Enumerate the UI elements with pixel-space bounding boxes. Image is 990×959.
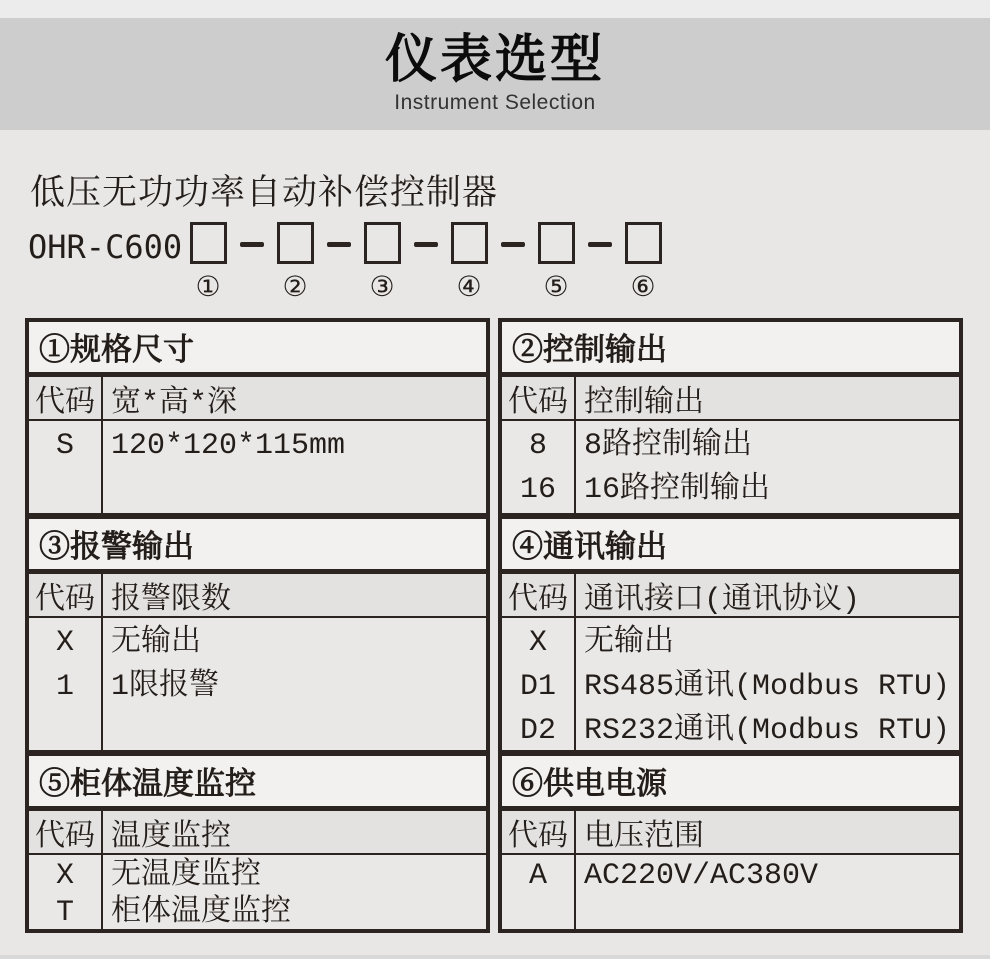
code-cell-list: [502, 618, 576, 750]
desc-value: 1限报警: [111, 670, 220, 704]
section-title: ⑥供电电源: [502, 756, 959, 811]
model-slot-box-1: [190, 222, 227, 264]
code-cell-list: [29, 618, 103, 750]
dash-separator: [327, 242, 351, 247]
model-prefix: OHR-C600: [28, 228, 183, 266]
desc-cell-list: [103, 421, 486, 513]
code-cell-list: [29, 855, 103, 929]
code-column-header: 代码: [502, 574, 576, 616]
code-value: X: [528, 626, 547, 660]
desc-value: AC220V/AC380V: [584, 859, 819, 893]
page-title: 仪表选型: [384, 29, 605, 90]
slot-number-1: ①: [195, 270, 221, 303]
desc-value: 无输出: [584, 626, 674, 660]
code-column-header: 代码: [29, 574, 103, 616]
desc-column-header: 控制输出: [584, 386, 704, 421]
top-strip: [0, 0, 990, 18]
section-rows: [29, 855, 486, 929]
model-slot-box-3: [364, 222, 401, 264]
section-rows: [502, 618, 959, 750]
section-header-row: [29, 811, 486, 855]
desc-value: RS485通讯(Modbus RTU): [584, 670, 951, 704]
dash-separator: [240, 242, 264, 247]
model-slot-box-2: [277, 222, 314, 264]
section-title: ⑤柜体温度监控: [29, 756, 486, 811]
desc-cell-list: [576, 618, 959, 750]
slot-number-6: ⑥: [630, 270, 656, 303]
slot-number-4: ④: [456, 270, 482, 303]
slot-number-3: ③: [369, 270, 395, 303]
section-1-dimensions: [29, 322, 486, 513]
section-header-row: [502, 574, 959, 618]
section-header-row: [502, 811, 959, 855]
table-right-column: [498, 318, 963, 933]
code-value: D2: [519, 714, 556, 748]
desc-cell-list: [103, 855, 486, 929]
product-name: 低压无功功率自动补偿控制器: [30, 173, 499, 212]
section-5-cabinet-temperature: [29, 750, 486, 929]
code-column-header: 代码: [29, 811, 103, 853]
model-code-diagram: [28, 222, 768, 312]
table-left-column: [25, 318, 490, 933]
section-title: ③报警输出: [29, 519, 486, 574]
code-value: 1: [55, 670, 74, 704]
desc-column-header: 电压范围: [584, 820, 704, 855]
code-value: A: [528, 859, 547, 893]
desc-column-header: 温度监控: [111, 820, 231, 855]
model-slot-box-6: [625, 222, 662, 264]
section-header-row: [29, 377, 486, 421]
code-value: 8: [528, 429, 547, 463]
selection-table: [25, 318, 963, 933]
slot-number-5: ⑤: [543, 270, 569, 303]
section-rows: [29, 421, 486, 513]
desc-value: 8路控制输出: [584, 429, 753, 463]
page-subtitle: Instrument Selection: [394, 91, 596, 115]
desc-value: 无温度监控: [111, 859, 261, 893]
code-column-header: 代码: [502, 377, 576, 419]
code-column-header: 代码: [502, 811, 576, 853]
section-header-row: [29, 574, 486, 618]
desc-value: RS232通讯(Modbus RTU): [584, 714, 951, 748]
header-banner: [0, 18, 990, 130]
desc-cell-list: [576, 421, 959, 513]
bottom-strip: [0, 955, 990, 959]
code-value: X: [55, 859, 74, 893]
section-rows: [502, 421, 959, 513]
dash-separator: [501, 242, 525, 247]
desc-value: 柜体温度监控: [111, 896, 291, 930]
desc-column-header: 通讯接口(通讯协议): [584, 583, 861, 618]
code-column-header: 代码: [29, 377, 103, 419]
slot-number-2: ②: [282, 270, 308, 303]
section-title: ②控制输出: [502, 322, 959, 377]
section-header-row: [502, 377, 959, 421]
code-value: D1: [519, 670, 556, 704]
section-rows: [29, 618, 486, 750]
section-title: ④通讯输出: [502, 519, 959, 574]
desc-value: 无输出: [111, 626, 201, 660]
dash-separator: [414, 242, 438, 247]
desc-column-header: 宽*高*深: [111, 386, 238, 421]
code-cell-list: [502, 421, 576, 513]
desc-value: 16路控制输出: [584, 473, 771, 507]
dash-separator: [588, 242, 612, 247]
code-value: 16: [519, 473, 556, 507]
code-cell-list: [502, 855, 576, 929]
section-3-alarm-output: [29, 513, 486, 750]
section-4-communication-output: [502, 513, 959, 750]
desc-value: 120*120*115mm: [111, 429, 346, 463]
section-rows: [502, 855, 959, 929]
model-slot-box-5: [538, 222, 575, 264]
desc-cell-list: [103, 618, 486, 750]
desc-cell-list: [576, 855, 959, 929]
code-value: S: [55, 429, 74, 463]
section-title: ①规格尺寸: [29, 322, 486, 377]
code-cell-list: [29, 421, 103, 513]
desc-column-header: 报警限数: [111, 583, 231, 618]
code-value: X: [55, 626, 74, 660]
model-slot-box-4: [451, 222, 488, 264]
section-6-power-supply: [502, 750, 959, 929]
code-value: T: [55, 896, 74, 930]
section-2-control-output: [502, 322, 959, 513]
